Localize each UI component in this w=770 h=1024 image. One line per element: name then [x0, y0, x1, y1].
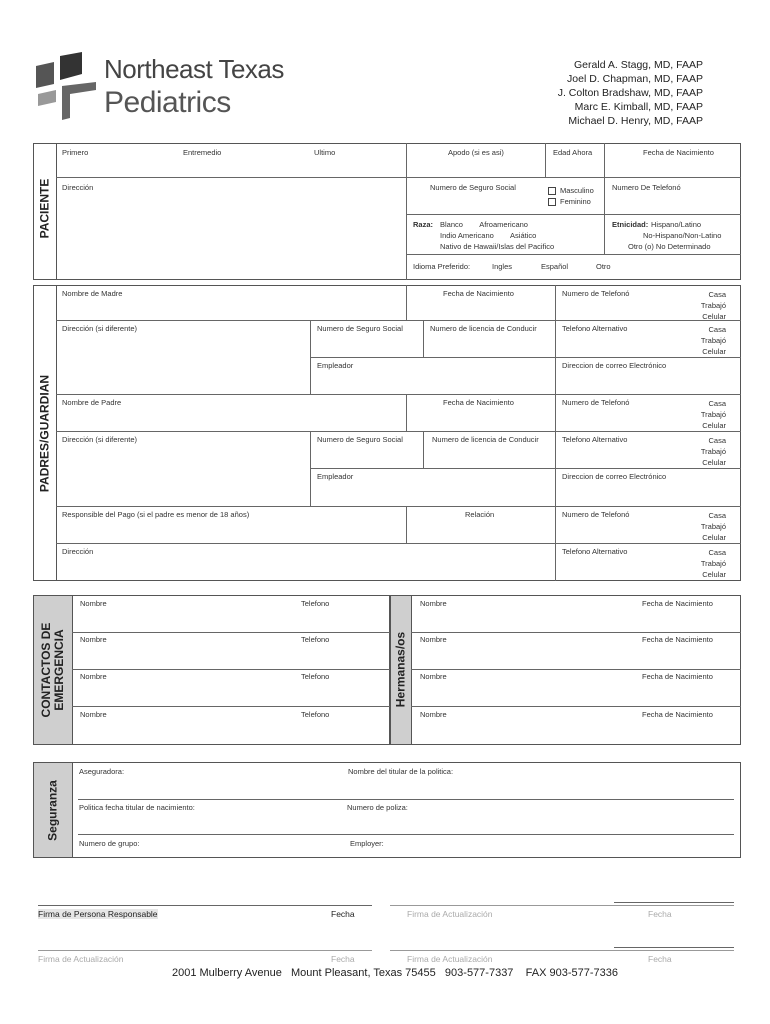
direccion-label: Dirección: [62, 183, 94, 192]
seguranza-title: Seguranza: [45, 780, 60, 841]
padre-licencia-label: Numero de licencia de Conducir: [432, 435, 539, 444]
entremedio-label: Entremedio: [183, 148, 222, 157]
politica-fecha-label: Politica fecha titular de nacimiento:: [79, 803, 195, 812]
celular-label: Celular: [702, 570, 726, 579]
emergencia-title: [40, 610, 66, 730]
relacion-label: Relación: [465, 510, 495, 519]
femenino-label: Feminino: [560, 197, 591, 206]
logo-line1: Northeast Texas: [104, 54, 284, 84]
poliza-label: Numero de poliza:: [347, 803, 408, 812]
padre-tel-types: [701, 398, 726, 431]
firma-actualizacion-3: Firma de Actualización: [407, 954, 493, 964]
trabajo-label: Trabajó: [700, 410, 726, 419]
madre-fecha-label: Fecha de Nacimiento: [443, 289, 514, 298]
emergencia-telefono-4: Telefono: [301, 710, 330, 719]
emergencia-nombre-1: Nombre: [80, 599, 107, 608]
madre-label: Nombre de Madre: [62, 289, 123, 298]
raza-line1: Blanco Afroamericano: [440, 220, 528, 229]
idioma-espanol: Español: [541, 262, 569, 271]
hermano-fecha-1: Fecha de Nacimiento: [642, 599, 713, 608]
aseguradora-label: Aseguradora:: [79, 767, 125, 776]
raza-line2: Indio Americano Asiático: [440, 231, 537, 240]
idioma-otro: Otro: [596, 262, 611, 271]
madre-correo-label: Direccion de correo Electrónico: [562, 361, 667, 370]
responsable-tel-alt-label: Telefono Alternativo: [562, 547, 628, 556]
hermano-nombre-1: Nombre: [420, 599, 447, 608]
padres-title: PADRES/GUARDIAN: [37, 374, 52, 493]
padre-telefono-label: Numero de Telefonó: [562, 398, 630, 407]
gender-masculino: [548, 186, 594, 195]
raza-label: Raza:: [413, 220, 434, 229]
telefono-label: Numero De Telefonó: [612, 183, 681, 192]
emergencia-nombre-2: Nombre: [80, 635, 107, 644]
doctor-5: Michael D. Henry, MD, FAAP: [568, 115, 703, 127]
emergencia-telefono-3: Telefono: [301, 672, 330, 681]
etnicidad-line1: Hispano/Latino: [651, 220, 702, 229]
padre-correo-label: Direccion de correo Electrónico: [562, 472, 667, 481]
logo-line2: Pediatrics: [104, 86, 231, 119]
trabajo-label: Trabajó: [700, 301, 726, 310]
seguro-social-label: Numero de Seguro Social: [430, 183, 516, 192]
etnicidad-label: Etnicidad:: [612, 220, 649, 229]
doctor-4: Marc E. Kimball, MD, FAAP: [574, 101, 703, 113]
doctor-3: J. Colton Bradshaw, MD, FAAP: [557, 87, 703, 99]
firma-fecha-4: Fecha: [648, 954, 672, 964]
casa-label: Casa: [708, 325, 726, 334]
etnicidad-line2: No-Hispano/Non-Latino: [643, 231, 722, 240]
emergencia-nombre-4: Nombre: [80, 710, 107, 719]
casa-label: Casa: [708, 548, 726, 557]
celular-label: Celular: [702, 347, 726, 356]
logo: [32, 52, 302, 124]
responsable-label: Responsible del Pago (si el padre es menor de 18 años): [62, 510, 250, 519]
padre-ss-label: Numero de Seguro Social: [317, 435, 403, 444]
hermano-fecha-2: Fecha de Nacimiento: [642, 635, 713, 644]
emergencia-title-line1: CONTACTOS DE: [39, 622, 53, 718]
grupo-label: Numero de grupo:: [79, 839, 140, 848]
celular-label: Celular: [702, 458, 726, 467]
padre-dir-label: Dirección (si diferente): [62, 435, 138, 444]
casa-label: Casa: [708, 399, 726, 408]
doctor-2: Joel D. Chapman, MD, FAAP: [567, 73, 703, 85]
firma-fecha-3: Fecha: [331, 954, 355, 964]
padre-alt-types: [701, 435, 726, 468]
doctor-1: Gerald A. Stagg, MD, FAAP: [574, 59, 703, 71]
masculino-checkbox[interactable]: [548, 187, 556, 195]
madre-alt-types: [701, 324, 726, 357]
idioma-ingles: Ingles: [492, 262, 513, 271]
responsable-dir-label: Dirección: [62, 547, 94, 556]
trabajo-label: Trabajó: [700, 522, 726, 531]
hermano-nombre-3: Nombre: [420, 672, 447, 681]
emergencia-title-line2: EMERGENCIA: [52, 629, 66, 711]
edad-label: Edad Ahora: [553, 148, 593, 157]
padre-empleador-label: Empleador: [317, 472, 354, 481]
trabajo-label: Trabajó: [700, 336, 726, 345]
madre-licencia-label: Numero de licencia de Conducir: [430, 324, 537, 333]
paciente-title: PACIENTE: [37, 178, 52, 239]
raza-line3: Nativo de Hawaii/Islas del Pacifico: [440, 242, 555, 251]
doctor-list: [558, 58, 703, 128]
firma-fecha-1: Fecha: [331, 909, 355, 919]
hermano-nombre-4: Nombre: [420, 710, 447, 719]
emergencia-nombre-3: Nombre: [80, 672, 107, 681]
trabajo-label: Trabajó: [700, 447, 726, 456]
titular-label: Nombre del titular de la politica:: [348, 767, 454, 776]
gender-femenino: [548, 197, 591, 206]
firma-actualizacion-2: Firma de Actualización: [38, 954, 124, 964]
primero-label: Primero: [62, 148, 89, 157]
etnicidad-line3: Otro (o) No Determinado: [628, 242, 711, 251]
madre-empleador-label: Empleador: [317, 361, 354, 370]
casa-label: Casa: [708, 511, 726, 520]
padre-fecha-label: Fecha de Nacimiento: [443, 398, 514, 407]
firma-fecha-2: Fecha: [648, 909, 672, 919]
hermano-fecha-3: Fecha de Nacimiento: [642, 672, 713, 681]
celular-label: Celular: [702, 421, 726, 430]
ultimo-label: Ultimo: [314, 148, 336, 157]
trabajo-label: Trabajó: [700, 559, 726, 568]
madre-dir-label: Dirección (si diferente): [62, 324, 138, 333]
casa-label: Casa: [708, 436, 726, 445]
firma-actualizacion-1: Firma de Actualización: [407, 909, 493, 919]
casa-label: Casa: [708, 290, 726, 299]
madre-tel-types: [701, 289, 726, 322]
hermanos-title: Hermanas/os: [393, 631, 408, 708]
hermano-nombre-2: Nombre: [420, 635, 447, 644]
apodo-label: Apodo (si es asi): [448, 148, 504, 157]
firma-responsable-label: Firma de Persona Responsable: [38, 909, 158, 919]
emergencia-telefono-1: Telefono: [301, 599, 330, 608]
responsable-tel-types: [701, 510, 726, 543]
celular-label: Celular: [702, 312, 726, 321]
celular-label: Celular: [702, 533, 726, 542]
fecha-nac-label: Fecha de Nacimiento: [643, 148, 714, 157]
femenino-checkbox[interactable]: [548, 198, 556, 206]
emergencia-telefono-2: Telefono: [301, 635, 330, 644]
responsable-alt-types: [701, 547, 726, 580]
padre-tel-alt-label: Telefono Alternativo: [562, 435, 628, 444]
masculino-label: Masculino: [560, 186, 594, 195]
logo-mark-icon: [32, 52, 98, 122]
hermano-fecha-4: Fecha de Nacimiento: [642, 710, 713, 719]
idioma-label: Idioma Preferido:: [413, 262, 471, 271]
responsable-telefono-label: Numero de Telefonó: [562, 510, 630, 519]
padre-label: Nombre de Padre: [62, 398, 122, 407]
footer-address: 2001 Mulberry Avenue Mount Pleasant, Texas 75455 903-577-7337 FAX 903-577-7336: [171, 967, 618, 979]
madre-telefono-label: Numero de Telefonó: [562, 289, 630, 298]
madre-ss-label: Numero de Seguro Social: [317, 324, 403, 333]
madre-tel-alt-label: Telefono Alternativo: [562, 324, 628, 333]
employer-label: Employer:: [350, 839, 384, 848]
